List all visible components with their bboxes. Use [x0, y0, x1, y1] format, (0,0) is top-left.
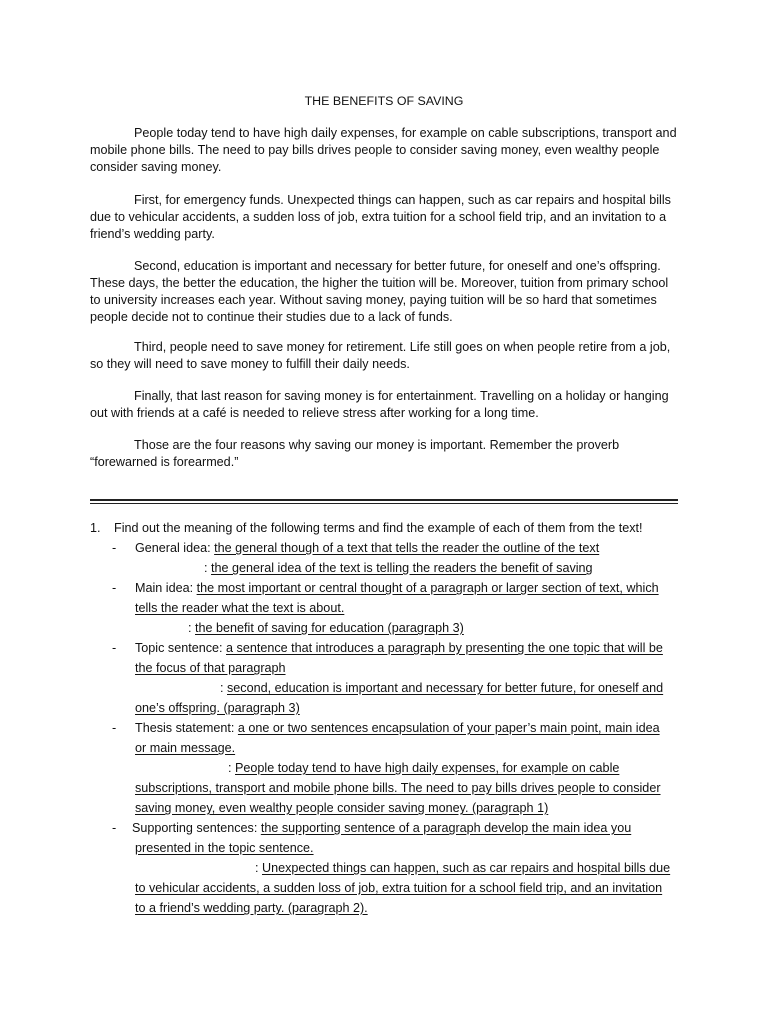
term-example-2: one’s offspring. (paragraph 3)	[135, 701, 300, 715]
bullet-dash: -	[112, 821, 117, 835]
term-label: General idea:	[135, 541, 211, 555]
bullet-dash: -	[112, 721, 117, 735]
bullet-dash: -	[112, 581, 117, 595]
example-line	[204, 560, 593, 577]
paragraph-retirement: Third, people need to save money for retirement. Life still goes on when people retire from a job, so they will need to save money to fulfill their daily needs.	[90, 340, 671, 371]
example-line-continued	[135, 880, 662, 897]
term-example-3: saving money, even wealthy people consider saving money. (paragraph 1)	[135, 801, 549, 815]
term-meaning-continued	[135, 660, 286, 677]
question-number: 1.	[90, 521, 101, 535]
term-meaning-2: presented in the topic sentence.	[135, 841, 314, 855]
example-line-continued	[135, 800, 548, 817]
term-meaning-continued	[135, 840, 314, 857]
term-example: the benefit of saving for education (paragraph 3)	[195, 621, 464, 635]
term-label: Topic sentence:	[135, 641, 223, 655]
example-line-continued	[135, 780, 661, 797]
term-label: Thesis statement:	[135, 721, 235, 735]
term-meaning: the most important or central thought of a paragraph or larger section of text, which	[196, 581, 659, 595]
example-line-continued	[135, 900, 368, 917]
divider-rule-top	[90, 499, 678, 501]
term-label: Main idea:	[135, 581, 194, 595]
paragraph-conclusion: Those are the four reasons why saving our money is important. Remember the proverb “forewarned is forearmed.”	[90, 438, 620, 469]
term-example: second, education is important and necessary for better future, for oneself and	[227, 681, 664, 695]
example-line	[220, 680, 663, 697]
example-line	[188, 620, 464, 637]
term-meaning-continued	[135, 600, 344, 617]
divider-rule-bottom	[90, 503, 678, 504]
term-example-3: to a friend’s wedding party. (paragraph 2).	[135, 901, 368, 915]
term-meaning: a sentence that introduces a paragraph by presenting the one topic that will be	[226, 641, 663, 655]
term-meaning: the supporting sentence of a paragraph develop the main idea you	[260, 821, 632, 835]
term-meaning-2: tells the reader what the text is about.	[135, 601, 345, 615]
term-example: Unexpected things can happen, such as car repairs and hospital bills due	[262, 861, 671, 875]
example-colon: :	[188, 621, 192, 635]
question-text: Find out the meaning of the following terms and find the example of each of them from the text!	[114, 521, 643, 535]
term-line	[132, 820, 631, 837]
term-example: People today tend to have high daily expenses, for example on cable	[235, 761, 620, 775]
example-line	[228, 760, 619, 777]
term-meaning: a one or two sentences encapsulation of your paper’s main point, main idea	[237, 721, 660, 735]
paragraph-education: Second, education is important and necessary for better future, for oneself and one’s offspring. These days, the better the education, the higher the tuition will be. Moreover, tuition from primary school to university increases each year. Without saving money, paying tuition will be so hard that sometimes people decide not to continue their studies due to a lack of funds.	[90, 259, 669, 324]
paragraph-entertainment: Finally, that last reason for saving money is for entertainment. Travelling on a holiday or hanging out with friends at a café is needed to relieve stress after working for a long time.	[90, 389, 669, 420]
term-line	[135, 540, 599, 557]
example-line-continued	[135, 700, 300, 717]
document-title: THE BENEFITS OF SAVING	[304, 94, 464, 108]
term-example: the general idea of the text is telling the readers the benefit of saving	[211, 561, 593, 575]
example-colon: :	[204, 561, 208, 575]
term-example-2: subscriptions, transport and mobile phone bills. The need to pay bills drives people to consider	[135, 781, 661, 795]
exercise-question	[90, 520, 690, 537]
term-line	[135, 720, 660, 737]
term-meaning: the general though of a text that tells the reader the outline of the text	[214, 541, 600, 555]
example-colon: :	[228, 761, 232, 775]
term-line	[135, 640, 663, 657]
bullet-dash: -	[112, 641, 117, 655]
bullet-dash: -	[112, 541, 117, 555]
term-example-2: to vehicular accidents, a sudden loss of job, extra tuition for a school field trip, and an invitation	[135, 881, 663, 895]
paragraph-intro: People today tend to have high daily expenses, for example on cable subscriptions, transport and mobile phone bills. The need to pay bills drives people to consider saving money, even wealthy people consider saving money.	[90, 126, 677, 174]
term-meaning-continued	[135, 740, 235, 757]
paragraph-emergency: First, for emergency funds. Unexpected things can happen, such as car repairs and hospital bills due to vehicular accidents, a sudden loss of job, extra tuition for a school field trip, and an invitation to a friend’s wedding party.	[90, 193, 671, 241]
term-line	[135, 580, 659, 597]
term-meaning-2: the focus of that paragraph	[135, 661, 286, 675]
term-meaning-2: or main message.	[135, 741, 236, 755]
term-label: Supporting sentences:	[132, 821, 258, 835]
example-colon: :	[255, 861, 259, 875]
example-line	[255, 860, 670, 877]
example-colon: :	[220, 681, 224, 695]
